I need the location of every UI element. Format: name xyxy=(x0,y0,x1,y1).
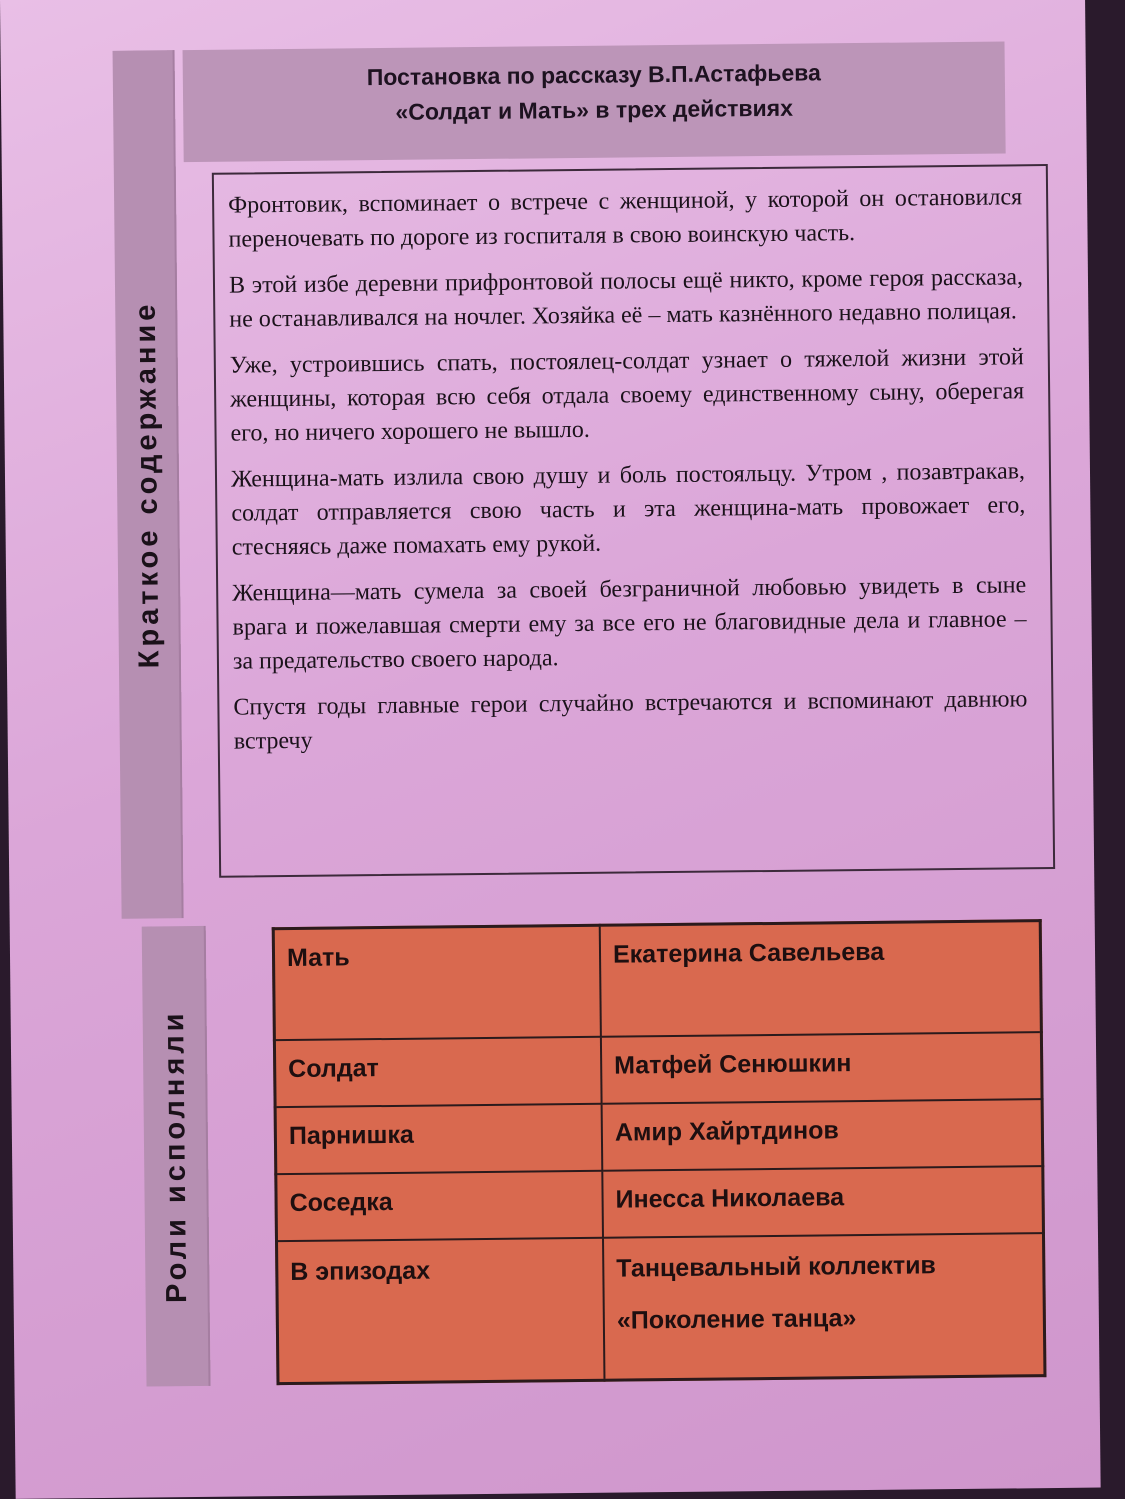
roles-side-label: Роли исполняли xyxy=(158,1009,194,1304)
actor-cell: Матфей Сенюшкин xyxy=(601,1033,1042,1104)
table-row xyxy=(277,1233,1045,1383)
table-row xyxy=(276,1166,1044,1241)
summary-paragraph: В этой избе деревни прифронтовой полосы ещё никто, кроме героя рассказа, не останавливался на ночлег. Хозяйка её – мать казнённого недавно полицая. xyxy=(228,264,1024,333)
table-row xyxy=(275,1099,1043,1174)
roles-side-bar xyxy=(142,926,211,1387)
role-cell: Мать xyxy=(273,925,601,1040)
summary-paragraph: Женщина-мать излила свою душу и боль постояльцу. Утром , позавтракав, солдат отправляется свою часть и эта женщина-мать провожает его, стесняясь даже помахать ему рукой. xyxy=(230,458,1026,561)
actor-line: Танцевальный коллектив xyxy=(616,1251,936,1283)
summary-side-label: Краткое содержание xyxy=(129,300,166,669)
summary-paragraph: Уже, устроившись спать, постоялец-солдат узнает о тяжелой жизни этой женщины, которая всю себя отдала своему единственному сыну, оберегая его, но ничего хорошего не вышло. xyxy=(229,344,1025,447)
role-cell: Соседка xyxy=(276,1171,603,1241)
title-line-2: «Солдат и Мать» в трех действиях xyxy=(395,94,794,125)
table-row xyxy=(273,921,1041,1041)
actor-cell: Екатерина Савельева xyxy=(600,921,1042,1038)
table-row xyxy=(274,1033,1042,1108)
actor-line: «Поколение танца» xyxy=(616,1304,857,1335)
role-cell: Парнишка xyxy=(275,1104,602,1174)
summary-box xyxy=(212,164,1055,878)
roles-table xyxy=(272,919,1047,1385)
title-line-1: Постановка по рассказу В.П.Астафьева xyxy=(366,59,821,91)
actor-cell xyxy=(603,1233,1045,1380)
summary-paragraph: Женщина—мать сумела за своей безграничной любовью увидеть в сыне врага и пожелавшая смерти ему за все его не благовидные дела и главное – за предательство своего народа. xyxy=(232,572,1027,675)
actor-cell: Амир Хайртдинов xyxy=(602,1099,1043,1170)
program-title xyxy=(183,41,1006,162)
summary-paragraph: Фронтовик, вспоминает о встрече с женщиной, у которой он остановился переночевать по дороге из госпиталя в свою воинскую часть. xyxy=(228,184,1023,253)
actor-cell: Инесса Николаева xyxy=(602,1166,1043,1237)
role-cell: Солдат xyxy=(274,1037,601,1107)
summary-paragraph: Спустя годы главные герои случайно встречаются и вспоминают давнюю встречу xyxy=(233,686,1028,755)
summary-side-bar xyxy=(113,50,184,919)
role-cell: В эпизодах xyxy=(277,1238,605,1384)
